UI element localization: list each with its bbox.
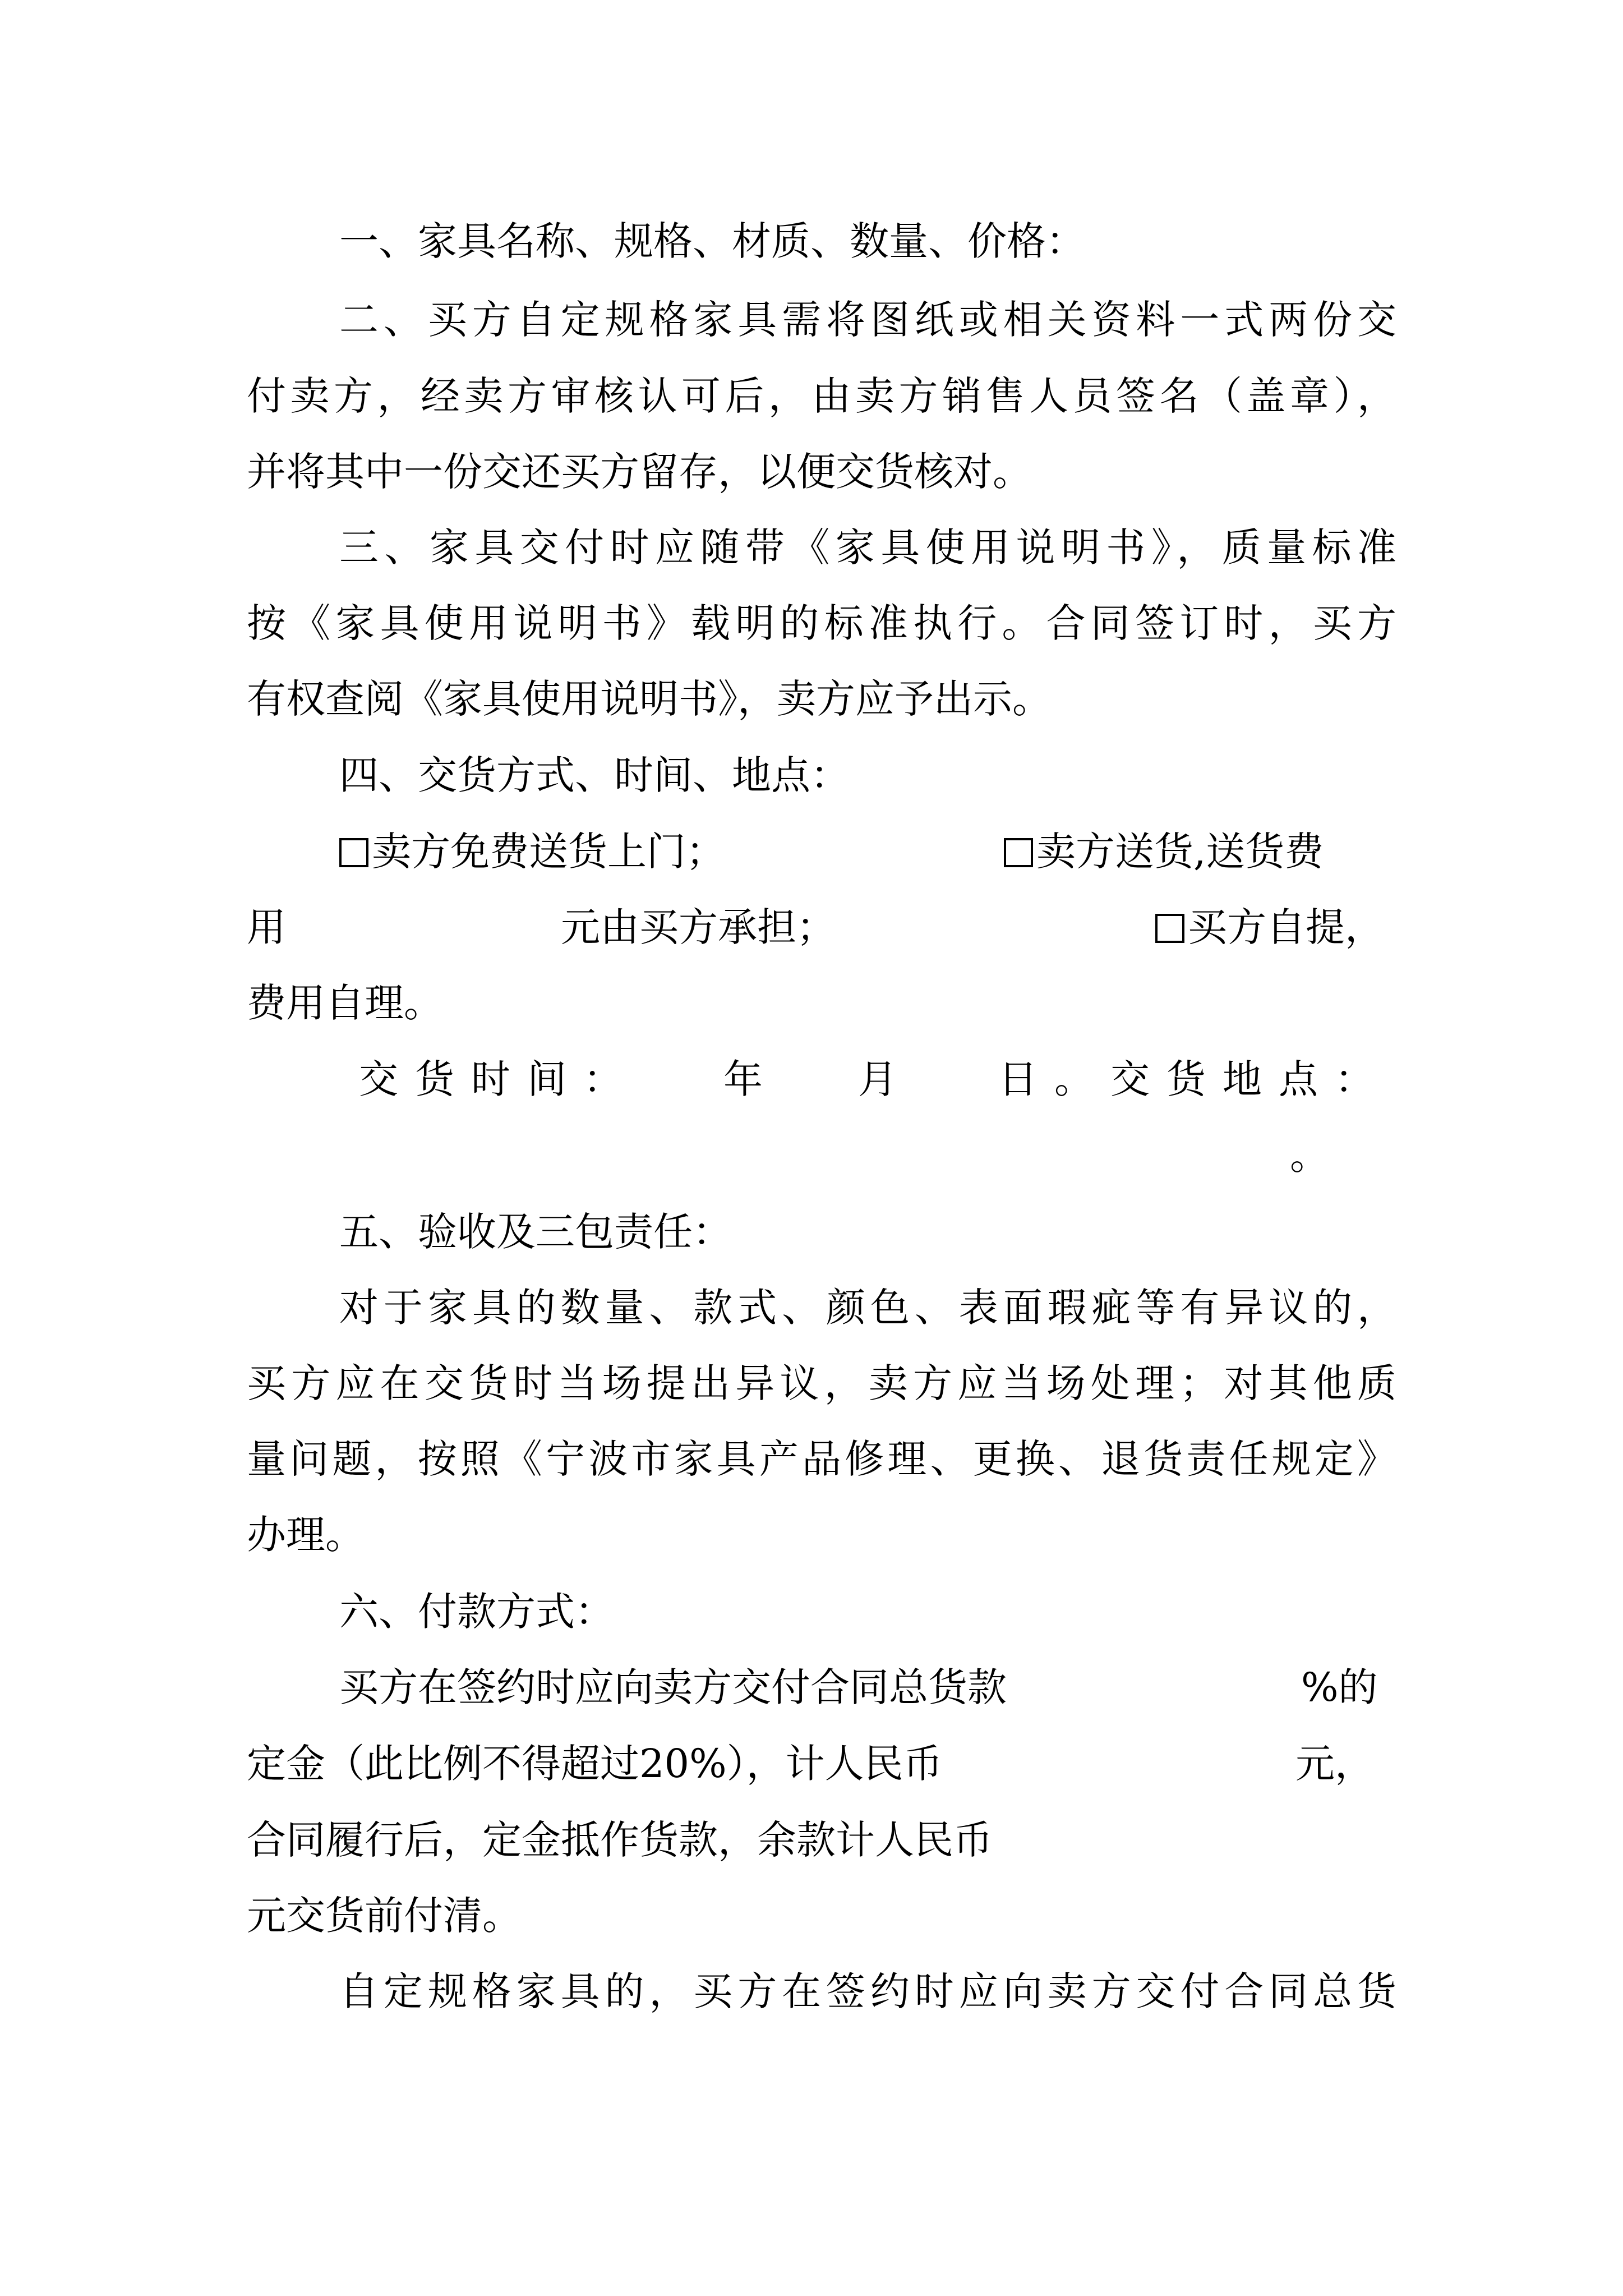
payment-line-2 — [247, 1737, 1396, 1791]
deposit-percent-text: 买方在签约时应向卖方交付合同总货款 — [339, 1664, 1007, 1710]
section-2-line-2: 付卖方，经卖方审核认可后，由卖方销售人员签名（盖章）， — [247, 373, 1396, 419]
option-free-delivery — [339, 825, 725, 878]
option-paid-delivery — [1004, 825, 1324, 878]
delivery-options-row-1 — [247, 825, 1396, 878]
place-end-mark: 。 — [1290, 1133, 1329, 1179]
section-2-line-3: 并将其中一份交还买方留存，以便交货核对。 — [247, 449, 1032, 495]
free-delivery-label: 卖方免费送货上门； — [372, 829, 725, 875]
section-4-heading: 四、交货方式、时间、地点： — [339, 752, 850, 798]
payment-line-1 — [247, 1660, 1396, 1714]
section-5-line-2: 买方应在交货时当场提出异议，卖方应当场处理；对其他质 — [247, 1360, 1396, 1406]
delivery-place-end — [247, 1129, 1396, 1182]
option-self-pickup — [1155, 900, 1384, 954]
section-6-heading: 六、付款方式： — [339, 1589, 614, 1635]
paid-delivery-checkbox[interactable] — [1004, 838, 1033, 867]
section-5-line-3: 量问题，按照《宁波市家具产品修理、更换、退货责任规定》 — [247, 1436, 1396, 1482]
paid-delivery-label: 卖方送货,送货费 — [1036, 829, 1324, 875]
section-3-line-3: 有权查阅《家具使用说明书》，卖方应予出示。 — [247, 676, 1052, 722]
payment-line-4: 元交货前付清。 — [247, 1893, 522, 1939]
deposit-amount-tail: 元， — [1295, 1741, 1374, 1787]
self-pickup-label: 买方自提， — [1188, 904, 1384, 950]
deposit-percent-tail: %的 — [1301, 1664, 1378, 1710]
self-pickup-checkbox[interactable] — [1155, 914, 1184, 943]
delivery-time-line — [247, 1052, 1396, 1106]
section-3-line-1: 三、家具交付时应随带《家具使用说明书》，质量标准 — [339, 524, 1396, 570]
month-label: 月 — [858, 1056, 897, 1102]
day-and-place-label: 日。交货地点： — [998, 1056, 1391, 1102]
delivery-time-label: 交货时间： — [359, 1056, 639, 1102]
section-5-heading: 五、验收及三包责任： — [339, 1209, 732, 1255]
section-1-heading: 一、家具名称、规格、材质、数量、价格： — [339, 218, 1085, 264]
fee-tail: 元由买方承担； — [561, 904, 836, 950]
fee-label: 用 — [247, 904, 286, 950]
free-delivery-checkbox[interactable] — [339, 838, 368, 867]
section-5-line-1: 对于家具的数量、款式、颜色、表面瑕疵等有异议的， — [339, 1285, 1396, 1331]
section-5-line-4: 办理。 — [247, 1512, 365, 1558]
year-label: 年 — [723, 1056, 763, 1102]
payment-line-5: 自定规格家具的，买方在签约时应向卖方交付合同总货 — [339, 1968, 1396, 2014]
self-fee-line: 费用自理。 — [247, 980, 443, 1026]
deposit-amount-text: 定金（此比例不得超过20%），计人民币 — [247, 1741, 943, 1787]
delivery-options-row-2 — [247, 900, 1396, 954]
section-2-line-1: 二、买方自定规格家具需将图纸或相关资料一式两份交 — [339, 297, 1396, 343]
payment-line-3: 合同履行后，定金抵作货款，余款计人民币 — [247, 1817, 993, 1863]
section-3-line-2: 按《家具使用说明书》载明的标准执行。合同签订时，买方 — [247, 600, 1396, 646]
